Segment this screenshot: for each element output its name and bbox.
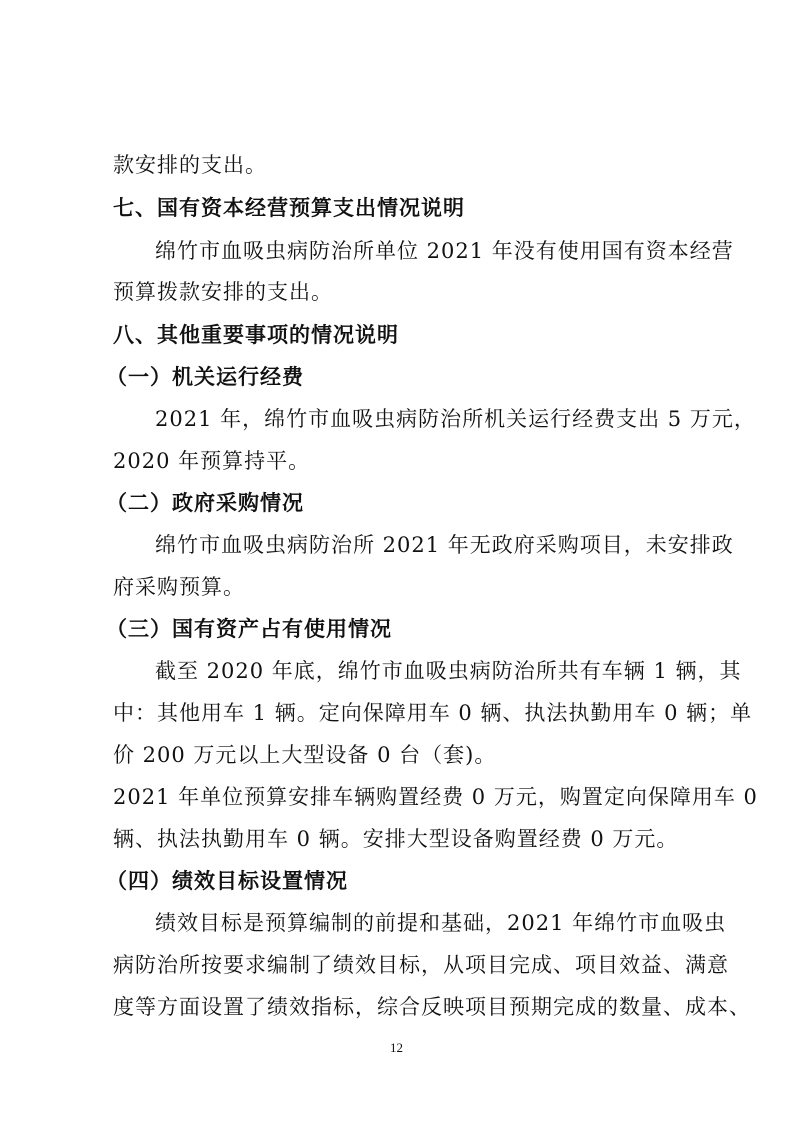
paragraph-line: 中：其他用车 1 辆。定向保障用车 0 辆、执法执勤用车 0 辆；单 <box>113 701 753 725</box>
subsection-heading-3: （三）国有资产占有使用情况 <box>106 617 392 641</box>
subsection-heading-2: （二）政府采购情况 <box>106 491 304 515</box>
paragraph-line: 价 200 万元以上大型设备 0 台（套)。 <box>113 743 497 767</box>
paragraph-line: 绵竹市血吸虫病防治所 2021 年无政府采购项目，未安排政 <box>155 533 734 557</box>
paragraph-line: 度等方面设置了绩效指标，综合反映项目预期完成的数量、成本、 <box>113 995 751 1019</box>
paragraph-line: 绩效目标是预算编制的前提和基础，2021 年绵竹市血吸虫 <box>155 911 727 935</box>
section-heading-8: 八、其他重要事项的情况说明 <box>113 323 399 347</box>
paragraph-line: 辆、执法执勤用车 0 辆。安排大型设备购置经费 0 万元。 <box>113 827 679 851</box>
paragraph-line: 预算拨款安排的支出。 <box>113 280 333 304</box>
paragraph-line: 2021 年，绵竹市血吸虫病防治所机关运行经费支出 5 万元， <box>155 407 756 431</box>
paragraph-line: 2021 年单位预算安排车辆购置经费 0 万元，购置定向保障用车 0 <box>113 785 758 809</box>
page-number: 12 <box>390 1040 403 1055</box>
paragraph-line: 截至 2020 年底，绵竹市血吸虫病防治所共有车辆 1 辆，其 <box>155 659 742 683</box>
paragraph-line: 病防治所按要求编制了绩效目标，从项目完成、项目效益、满意 <box>113 953 729 977</box>
subsection-heading-1: （一）机关运行经费 <box>106 365 304 389</box>
paragraph-line: 2020 年预算持平。 <box>113 449 311 473</box>
paragraph-line: 绵竹市血吸虫病防治所单位 2021 年没有使用国有资本经营 <box>155 239 734 263</box>
subsection-heading-4: （四）绩效目标设置情况 <box>106 869 348 893</box>
section-heading-7: 七、国有资本经营预算支出情况说明 <box>113 196 465 220</box>
paragraph-line: 款安排的支出。 <box>113 153 267 177</box>
paragraph-line: 府采购预算。 <box>113 575 245 599</box>
